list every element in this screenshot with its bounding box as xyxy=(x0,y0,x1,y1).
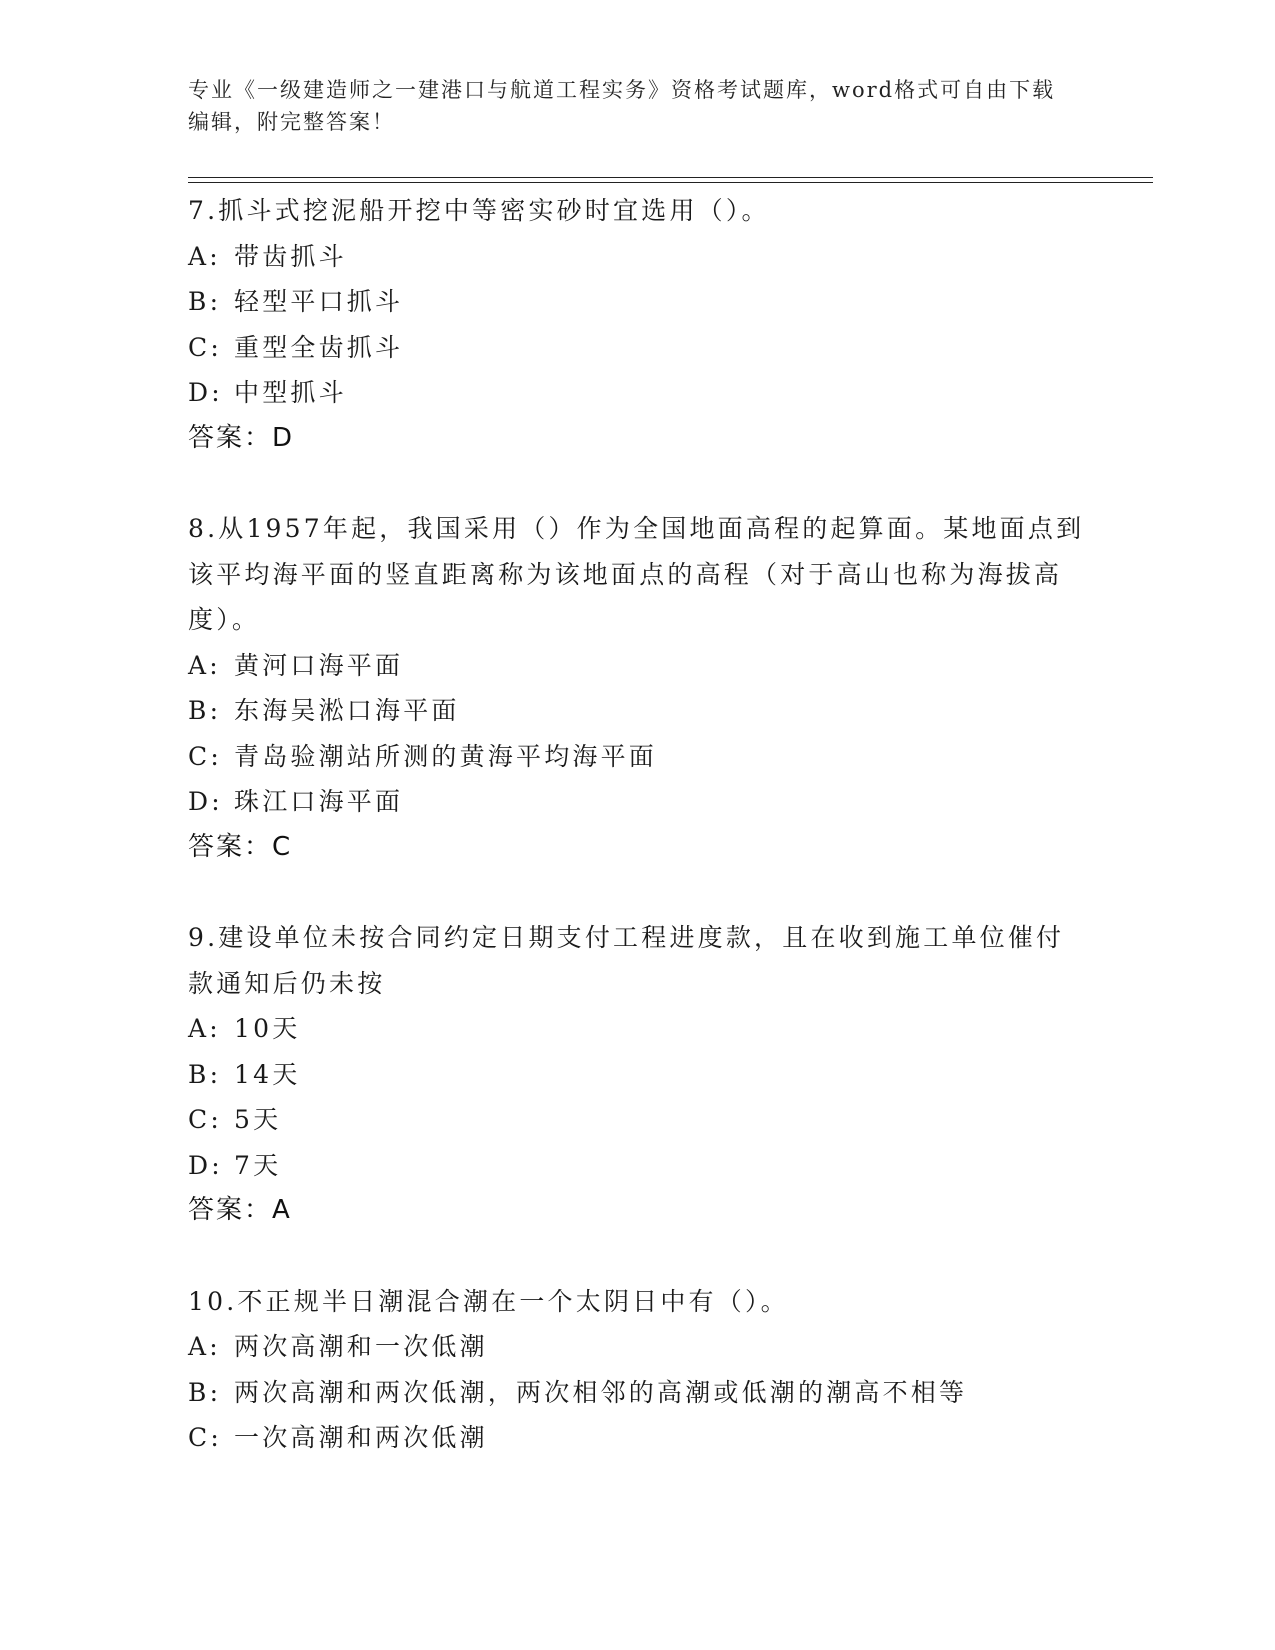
option-key: B: xyxy=(188,287,222,316)
option-c xyxy=(188,325,1088,371)
option-a xyxy=(188,1006,1088,1052)
option-key: D: xyxy=(188,787,223,816)
option-d xyxy=(188,1143,1088,1189)
option-text: 青岛验潮站所测的黄海平均海平面 xyxy=(234,741,658,771)
question-list xyxy=(188,188,1088,1461)
option-key: C: xyxy=(188,1105,222,1134)
option-text: 7天 xyxy=(234,1150,282,1180)
answer-label: 答案：D xyxy=(188,422,295,453)
option-c xyxy=(188,734,1088,780)
document-header: 专业《一级建造师之一建港口与航道工程实务》资格考试题库，word格式可自由下载编辑，附完整答案！ xyxy=(188,78,1056,134)
option-key: B: xyxy=(188,696,222,725)
option-b xyxy=(188,1370,1088,1416)
question-10 xyxy=(188,1279,1088,1461)
answer-label: 答案：A xyxy=(188,1195,292,1225)
option-text: 5天 xyxy=(234,1105,282,1134)
option-text: 中型抓斗 xyxy=(234,378,347,407)
option-text: 带齿抓斗 xyxy=(234,241,347,271)
question-stem: 8.从1957年起，我国采用（）作为全国地面高程的起算面。某地面点到该平均海平面的竖直距离称为该地面点的高程（对于高山也称为海拔高度）。 xyxy=(188,514,1085,634)
option-b xyxy=(188,279,1088,325)
option-key: A: xyxy=(188,1014,221,1043)
option-a xyxy=(188,1324,1088,1370)
question-stem: 10.不正规半日潮混合潮在一个太阴日中有（）。 xyxy=(188,1286,789,1316)
option-text: 一次高潮和两次低潮 xyxy=(234,1423,488,1452)
question-9 xyxy=(188,915,1088,1234)
option-text: 黄河口海平面 xyxy=(234,650,404,680)
option-b xyxy=(188,1052,1088,1098)
option-text: 重型全齿抓斗 xyxy=(234,332,404,362)
option-d xyxy=(188,779,1088,825)
option-text: 东海吴淞口海平面 xyxy=(234,696,460,725)
option-key: C: xyxy=(188,332,222,362)
question-stem: 9.建设单位未按合同约定日期支付工程进度款，且在收到施工单位催付款通知后仍未按 xyxy=(188,923,1065,998)
option-key: D: xyxy=(188,378,223,407)
option-text: 14天 xyxy=(234,1059,301,1089)
option-key: A: xyxy=(188,1332,221,1361)
header-divider-bottom xyxy=(188,182,1153,183)
option-c xyxy=(188,1097,1088,1143)
option-text: 轻型平口抓斗 xyxy=(234,287,404,316)
option-a xyxy=(188,234,1088,280)
option-a xyxy=(188,643,1088,689)
answer-label: 答案：C xyxy=(188,831,293,862)
option-text: 10天 xyxy=(234,1014,301,1043)
option-key: B: xyxy=(188,1059,222,1089)
question-8 xyxy=(188,506,1088,870)
option-key: A: xyxy=(188,241,221,271)
option-b xyxy=(188,688,1088,734)
option-key: A: xyxy=(188,650,221,680)
option-c xyxy=(188,1415,1088,1461)
option-key: C: xyxy=(188,1423,222,1452)
option-key: D: xyxy=(188,1150,223,1180)
question-stem: 7.抓斗式挖泥船开挖中等密实砂时宜选用（）。 xyxy=(188,196,770,225)
option-key: B: xyxy=(188,1377,222,1407)
option-key: C: xyxy=(188,741,222,771)
option-text: 两次高潮和两次低潮，两次相邻的高潮或低潮的潮高不相等 xyxy=(234,1377,968,1407)
question-7 xyxy=(188,188,1088,461)
option-text: 两次高潮和一次低潮 xyxy=(234,1332,488,1361)
option-text: 珠江口海平面 xyxy=(234,787,404,816)
header-divider-top xyxy=(188,177,1153,178)
option-d xyxy=(188,370,1088,416)
